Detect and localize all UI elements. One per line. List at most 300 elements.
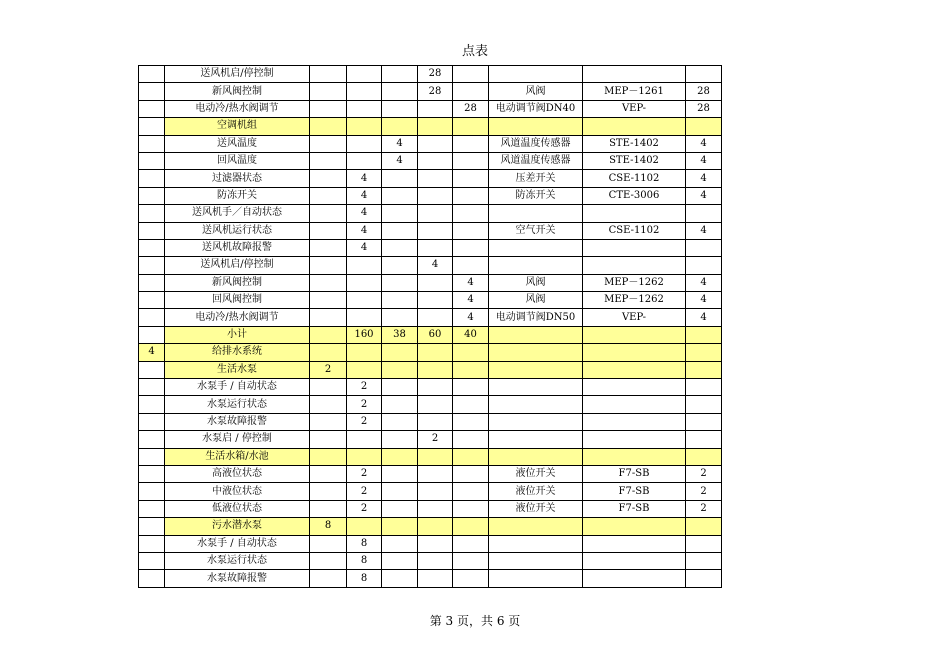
table-cell [489, 344, 583, 361]
table-cell [583, 326, 686, 343]
table-cell [347, 292, 382, 309]
table-cell [382, 205, 418, 222]
point-name-cell: 电动冷/热水阀调节 [165, 309, 310, 326]
table-cell [583, 118, 686, 135]
table-row [139, 83, 722, 100]
table-cell [686, 552, 722, 569]
point-name-cell: 水泵运行状态 [165, 552, 310, 569]
table-cell [418, 483, 453, 500]
table-cell [686, 205, 722, 222]
table-cell [139, 431, 165, 448]
table-cell [686, 326, 722, 343]
table-cell [583, 552, 686, 569]
table-row [139, 274, 722, 291]
table-cell [453, 83, 489, 100]
point-name-cell: 过滤器状态 [165, 170, 310, 187]
table-cell [418, 205, 453, 222]
table-cell [418, 344, 453, 361]
table-cell [583, 239, 686, 256]
table-cell: 28 [686, 100, 722, 117]
point-name-cell: 送风机手／自动状态 [165, 205, 310, 222]
point-name-cell: 新风阀控制 [165, 83, 310, 100]
table-cell [382, 344, 418, 361]
point-name-cell: 水泵故障报警 [165, 413, 310, 430]
table-cell [489, 448, 583, 465]
table-row [139, 100, 722, 117]
table-cell: 4 [347, 222, 382, 239]
table-row [139, 205, 722, 222]
table-cell [139, 361, 165, 378]
table-cell [310, 187, 347, 204]
table-cell [310, 483, 347, 500]
table-cell [347, 431, 382, 448]
table-cell [489, 379, 583, 396]
table-cell [382, 535, 418, 552]
table-cell [489, 118, 583, 135]
table-cell [453, 500, 489, 517]
page-title: 点表 [461, 44, 488, 59]
table-cell [382, 274, 418, 291]
table-cell [583, 518, 686, 535]
table-cell: 2 [347, 465, 382, 482]
table-row [139, 170, 722, 187]
table-cell: 风阀 [489, 274, 583, 291]
table-cell [453, 448, 489, 465]
table-cell [583, 361, 686, 378]
table-cell: 2 [347, 379, 382, 396]
table-cell [310, 83, 347, 100]
table-cell: 28 [453, 100, 489, 117]
table-cell [583, 379, 686, 396]
table-cell [382, 239, 418, 256]
table-cell: 8 [310, 518, 347, 535]
point-name-cell: 水泵手 / 自动状态 [165, 535, 310, 552]
table-cell [139, 413, 165, 430]
table-cell [686, 361, 722, 378]
table-cell: 28 [418, 83, 453, 100]
table-cell: 风道温度传感器 [489, 152, 583, 169]
table-row [139, 344, 722, 361]
table-row [139, 552, 722, 569]
table-cell [139, 465, 165, 482]
table-cell [347, 448, 382, 465]
table-cell [418, 396, 453, 413]
table-cell [139, 118, 165, 135]
table-cell [347, 309, 382, 326]
table-cell [310, 222, 347, 239]
table-cell [347, 135, 382, 152]
table-cell [382, 187, 418, 204]
table-cell [489, 66, 583, 83]
table-cell [453, 239, 489, 256]
table-cell [418, 413, 453, 430]
table-cell [139, 396, 165, 413]
table-cell [382, 552, 418, 569]
table-cell [139, 187, 165, 204]
table-cell: 8 [347, 535, 382, 552]
table-cell: MEP－1262 [583, 274, 686, 291]
table-cell [686, 257, 722, 274]
table-cell [489, 535, 583, 552]
table-cell [382, 448, 418, 465]
table-cell: 2 [310, 361, 347, 378]
point-name-cell: 送风机运行状态 [165, 222, 310, 239]
table-cell [418, 292, 453, 309]
table-cell [347, 361, 382, 378]
table-cell [489, 552, 583, 569]
table-cell [139, 483, 165, 500]
point-name-cell: 电动冷/热水阀调节 [165, 100, 310, 117]
table-cell [382, 413, 418, 430]
table-cell [418, 570, 453, 587]
table-cell [453, 257, 489, 274]
table-cell [310, 431, 347, 448]
table-row [139, 500, 722, 517]
table-cell: 160 [347, 326, 382, 343]
table-cell [453, 66, 489, 83]
table-cell [453, 465, 489, 482]
table-cell [310, 396, 347, 413]
table-cell [139, 292, 165, 309]
table-cell: 4 [686, 152, 722, 169]
table-cell [686, 448, 722, 465]
point-name-cell: 送风机启/停控制 [165, 257, 310, 274]
table-cell [686, 239, 722, 256]
point-name-cell: 回风温度 [165, 152, 310, 169]
table-cell: 电动调节阀DN40 [489, 100, 583, 117]
table-cell: 2 [418, 431, 453, 448]
point-name-cell: 水泵手 / 自动状态 [165, 379, 310, 396]
table-cell [583, 396, 686, 413]
table-cell [347, 100, 382, 117]
table-cell: 4 [686, 187, 722, 204]
table-cell [453, 431, 489, 448]
table-cell [418, 500, 453, 517]
table-cell [382, 465, 418, 482]
table-cell: 38 [382, 326, 418, 343]
table-cell: 2 [347, 500, 382, 517]
table-cell [382, 570, 418, 587]
page-footer: 第 3 页，共 6 页 [429, 614, 521, 628]
table-cell [583, 66, 686, 83]
table-cell: 4 [347, 187, 382, 204]
table-cell: 4 [453, 292, 489, 309]
table-cell: 4 [347, 170, 382, 187]
table-cell [453, 170, 489, 187]
table-cell [583, 535, 686, 552]
table-cell [382, 118, 418, 135]
table-cell [310, 326, 347, 343]
table-cell [310, 152, 347, 169]
table-cell [583, 257, 686, 274]
table-cell [139, 170, 165, 187]
table-cell [382, 396, 418, 413]
table-cell [489, 518, 583, 535]
table-cell: 4 [686, 274, 722, 291]
table-row [139, 222, 722, 239]
table-cell [310, 344, 347, 361]
table-row [139, 326, 722, 343]
table-cell [139, 535, 165, 552]
table-cell [347, 518, 382, 535]
table-cell: 液位开关 [489, 465, 583, 482]
table-cell [139, 379, 165, 396]
table-body [139, 66, 722, 588]
table-cell [347, 257, 382, 274]
table-cell: 2 [347, 483, 382, 500]
table-cell [489, 413, 583, 430]
table-row [139, 535, 722, 552]
table-cell [382, 309, 418, 326]
table-row [139, 135, 722, 152]
table-cell: 2 [686, 465, 722, 482]
table-cell [686, 431, 722, 448]
point-name-cell: 送风机故障报警 [165, 239, 310, 256]
table-cell: 2 [347, 413, 382, 430]
point-name-cell: 水泵运行状态 [165, 396, 310, 413]
table-cell [686, 413, 722, 430]
table-cell: 4 [686, 292, 722, 309]
point-name-cell: 送风温度 [165, 135, 310, 152]
point-name-cell: 生活水箱/水池 [165, 448, 310, 465]
table-row [139, 309, 722, 326]
table-cell: 28 [418, 66, 453, 83]
table-row [139, 396, 722, 413]
table-cell [382, 83, 418, 100]
table-cell: F7-SB [583, 500, 686, 517]
table-cell [139, 83, 165, 100]
table-cell [139, 448, 165, 465]
point-name-cell: 生活水泵 [165, 361, 310, 378]
table-cell [686, 118, 722, 135]
table-cell [686, 518, 722, 535]
table-cell [139, 552, 165, 569]
table-cell: 压差开关 [489, 170, 583, 187]
point-name-cell: 中液位状态 [165, 483, 310, 500]
table-row [139, 66, 722, 83]
table-cell [139, 152, 165, 169]
table-row [139, 239, 722, 256]
table-cell: CTE-3006 [583, 187, 686, 204]
table-cell [489, 257, 583, 274]
table-cell: 40 [453, 326, 489, 343]
point-name-cell: 新风阀控制 [165, 274, 310, 291]
table-cell [418, 187, 453, 204]
table-cell [310, 239, 347, 256]
table-cell [686, 570, 722, 587]
table-row [139, 187, 722, 204]
table-cell: 风道温度传感器 [489, 135, 583, 152]
table-cell [453, 152, 489, 169]
table-cell: 2 [347, 396, 382, 413]
table-row [139, 118, 722, 135]
point-name-cell: 低液位状态 [165, 500, 310, 517]
table-cell [418, 552, 453, 569]
table-cell [139, 257, 165, 274]
table-cell [418, 465, 453, 482]
table-cell [418, 239, 453, 256]
table-cell [453, 379, 489, 396]
table-cell [310, 66, 347, 83]
table-cell: 风阀 [489, 292, 583, 309]
table-cell [310, 292, 347, 309]
point-name-cell: 给排水系统 [165, 344, 310, 361]
table-cell [583, 205, 686, 222]
table-cell [310, 170, 347, 187]
table-cell [139, 500, 165, 517]
table-cell: MEP－1262 [583, 292, 686, 309]
table-cell [418, 152, 453, 169]
table-cell: 电动调节阀DN50 [489, 309, 583, 326]
table-cell [310, 535, 347, 552]
table-cell: 8 [347, 552, 382, 569]
table-cell: 防冻开关 [489, 187, 583, 204]
table-cell: 液位开关 [489, 500, 583, 517]
table-cell [310, 448, 347, 465]
point-name-cell: 回风阀控制 [165, 292, 310, 309]
table-cell [382, 379, 418, 396]
table-cell [382, 66, 418, 83]
point-name-cell: 小计 [165, 326, 310, 343]
table-cell [139, 239, 165, 256]
table-cell [139, 309, 165, 326]
table-cell [418, 118, 453, 135]
table-cell [686, 535, 722, 552]
table-cell [583, 570, 686, 587]
table-cell: MEP－1261 [583, 83, 686, 100]
table-cell [686, 396, 722, 413]
table-cell [310, 552, 347, 569]
table-cell [583, 413, 686, 430]
point-name-cell: 空调机组 [165, 118, 310, 135]
table-cell [453, 483, 489, 500]
table-cell [453, 135, 489, 152]
table-cell [382, 431, 418, 448]
table-row [139, 431, 722, 448]
table-cell [453, 552, 489, 569]
table-cell [418, 135, 453, 152]
table-cell [418, 222, 453, 239]
table-cell: 4 [418, 257, 453, 274]
table-cell: F7-SB [583, 483, 686, 500]
table-cell [418, 379, 453, 396]
table-cell [686, 66, 722, 83]
table-cell [347, 344, 382, 361]
table-cell [489, 361, 583, 378]
table-cell: 4 [347, 239, 382, 256]
table-cell: 2 [686, 500, 722, 517]
table-cell: 4 [453, 309, 489, 326]
table-cell: 4 [347, 205, 382, 222]
table-cell: F7-SB [583, 465, 686, 482]
points-table [138, 65, 722, 588]
table-cell [382, 361, 418, 378]
point-name-cell: 防冻开关 [165, 187, 310, 204]
table-row [139, 518, 722, 535]
table-cell: 4 [686, 170, 722, 187]
point-name-cell: 送风机启/停控制 [165, 66, 310, 83]
table-cell [347, 118, 382, 135]
table-cell [310, 379, 347, 396]
point-name-cell: 水泵启 / 停控制 [165, 431, 310, 448]
point-name-cell: 水泵故障报警 [165, 570, 310, 587]
table-cell [382, 483, 418, 500]
table-cell [310, 257, 347, 274]
table-cell [139, 222, 165, 239]
table-cell [686, 344, 722, 361]
table-cell [382, 292, 418, 309]
table-cell [382, 100, 418, 117]
table-row [139, 448, 722, 465]
table-cell: 4 [686, 309, 722, 326]
table-cell [310, 500, 347, 517]
table-cell [382, 222, 418, 239]
table-cell [453, 361, 489, 378]
table-row [139, 413, 722, 430]
table-cell [347, 152, 382, 169]
table-cell [347, 66, 382, 83]
table-cell: 4 [453, 274, 489, 291]
table-cell [489, 239, 583, 256]
table-row [139, 361, 722, 378]
table-cell [310, 100, 347, 117]
table-cell: 4 [382, 152, 418, 169]
table-cell: 空气开关 [489, 222, 583, 239]
table-cell [418, 274, 453, 291]
table-cell [453, 396, 489, 413]
table-cell: 28 [686, 83, 722, 100]
table-row [139, 483, 722, 500]
table-cell [139, 570, 165, 587]
table-cell [453, 570, 489, 587]
table-cell [310, 465, 347, 482]
table-row [139, 152, 722, 169]
table-cell [310, 274, 347, 291]
table-cell: VEP- [583, 100, 686, 117]
table-cell [382, 257, 418, 274]
table-cell [139, 100, 165, 117]
table-cell [139, 205, 165, 222]
table-cell [310, 118, 347, 135]
table-cell [453, 344, 489, 361]
table-row [139, 292, 722, 309]
table-cell [310, 205, 347, 222]
table-cell [382, 500, 418, 517]
table-cell [310, 309, 347, 326]
table-cell [418, 100, 453, 117]
table-cell [418, 170, 453, 187]
table-cell [453, 205, 489, 222]
table-cell [489, 326, 583, 343]
table-cell [489, 396, 583, 413]
table-row [139, 570, 722, 587]
table-row [139, 465, 722, 482]
table-cell [382, 170, 418, 187]
table-cell [310, 135, 347, 152]
table-cell [418, 309, 453, 326]
table-row [139, 379, 722, 396]
table-cell [139, 326, 165, 343]
table-cell: 60 [418, 326, 453, 343]
table-cell: 4 [686, 222, 722, 239]
table-cell: VEP- [583, 309, 686, 326]
point-name-cell: 高液位状态 [165, 465, 310, 482]
table-cell [583, 344, 686, 361]
table-cell: 4 [382, 135, 418, 152]
table-cell [453, 518, 489, 535]
table-cell [139, 274, 165, 291]
table-cell [453, 413, 489, 430]
